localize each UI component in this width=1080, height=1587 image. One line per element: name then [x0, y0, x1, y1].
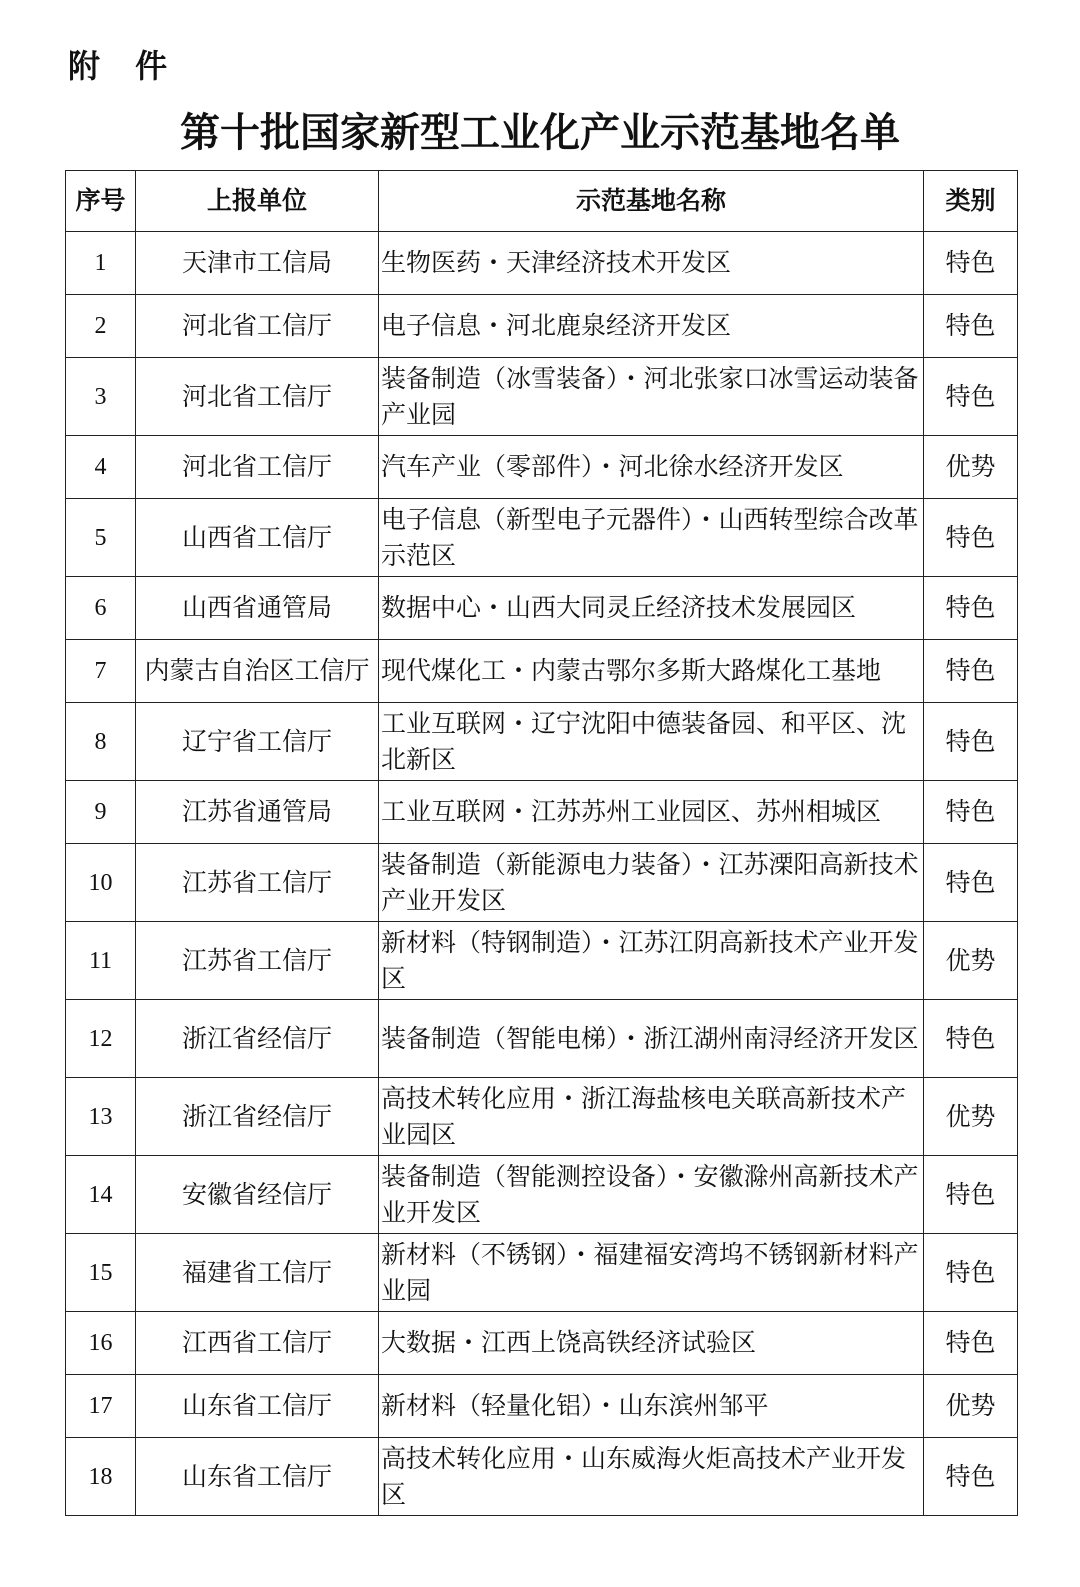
row-unit: 江苏省通管局 — [136, 781, 379, 844]
row-number: 1 — [66, 232, 136, 295]
row-category: 优势 — [924, 436, 1018, 499]
table-row — [66, 1312, 1018, 1375]
table-row — [66, 577, 1018, 640]
row-category: 特色 — [924, 1312, 1018, 1375]
row-unit: 浙江省经信厅 — [136, 1000, 379, 1078]
row-category: 特色 — [924, 844, 1018, 922]
row-base-name: 工业互联网・辽宁沈阳中德装备园、和平区、沈北新区 — [379, 703, 924, 781]
table-row — [66, 232, 1018, 295]
row-number: 17 — [66, 1375, 136, 1438]
row-category: 特色 — [924, 295, 1018, 358]
row-base-name: 新材料（轻量化铝）・山东滨州邹平 — [379, 1375, 924, 1438]
row-number: 7 — [66, 640, 136, 703]
row-category: 特色 — [924, 1156, 1018, 1234]
row-number: 6 — [66, 577, 136, 640]
row-number: 8 — [66, 703, 136, 781]
row-base-name: 电子信息（新型电子元器件）・山西转型综合改革示范区 — [379, 499, 924, 577]
row-base-name: 装备制造（新能源电力装备）・江苏溧阳高新技术产业开发区 — [379, 844, 924, 922]
row-base-name: 工业互联网・江苏苏州工业园区、苏州相城区 — [379, 781, 924, 844]
row-unit: 江西省工信厅 — [136, 1312, 379, 1375]
row-base-name: 新材料（特钢制造）・江苏江阴高新技术产业开发区 — [379, 922, 924, 1000]
table-row — [66, 358, 1018, 436]
row-base-name: 汽车产业（零部件）・河北徐水经济开发区 — [379, 436, 924, 499]
table-header-row — [66, 171, 1018, 232]
row-number: 2 — [66, 295, 136, 358]
table-row — [66, 922, 1018, 1000]
table-row — [66, 640, 1018, 703]
row-number: 3 — [66, 358, 136, 436]
row-category: 特色 — [924, 577, 1018, 640]
row-unit: 辽宁省工信厅 — [136, 703, 379, 781]
table-row — [66, 1078, 1018, 1156]
header-reporting-unit: 上报单位 — [136, 171, 379, 232]
attachment-label: 附 件 — [68, 47, 180, 85]
table-row — [66, 1234, 1018, 1312]
row-number: 11 — [66, 922, 136, 1000]
row-unit: 安徽省经信厅 — [136, 1156, 379, 1234]
table-row — [66, 295, 1018, 358]
row-number: 14 — [66, 1156, 136, 1234]
row-unit: 江苏省工信厅 — [136, 844, 379, 922]
row-category: 特色 — [924, 781, 1018, 844]
table-row — [66, 844, 1018, 922]
row-unit: 福建省工信厅 — [136, 1234, 379, 1312]
table-row — [66, 1438, 1018, 1516]
row-category: 特色 — [924, 1438, 1018, 1516]
row-unit: 江苏省工信厅 — [136, 922, 379, 1000]
table-row — [66, 436, 1018, 499]
row-number: 13 — [66, 1078, 136, 1156]
row-number: 15 — [66, 1234, 136, 1312]
row-base-name: 装备制造（冰雪装备）・河北张家口冰雪运动装备产业园 — [379, 358, 924, 436]
row-number: 5 — [66, 499, 136, 577]
row-category: 优势 — [924, 1078, 1018, 1156]
row-number: 18 — [66, 1438, 136, 1516]
row-category: 特色 — [924, 703, 1018, 781]
row-base-name: 电子信息・河北鹿泉经济开发区 — [379, 295, 924, 358]
row-category: 特色 — [924, 1234, 1018, 1312]
row-base-name: 现代煤化工・内蒙古鄂尔多斯大路煤化工基地 — [379, 640, 924, 703]
row-category: 特色 — [924, 232, 1018, 295]
table-row — [66, 499, 1018, 577]
row-unit: 河北省工信厅 — [136, 358, 379, 436]
row-category: 特色 — [924, 499, 1018, 577]
row-unit: 山东省工信厅 — [136, 1375, 379, 1438]
row-number: 10 — [66, 844, 136, 922]
row-category: 优势 — [924, 1375, 1018, 1438]
row-base-name: 装备制造（智能电梯）・浙江湖州南浔经济开发区 — [379, 1000, 924, 1078]
row-number: 4 — [66, 436, 136, 499]
row-base-name: 大数据・江西上饶高铁经济试验区 — [379, 1312, 924, 1375]
row-category: 特色 — [924, 1000, 1018, 1078]
header-category: 类别 — [924, 171, 1018, 232]
row-unit: 浙江省经信厅 — [136, 1078, 379, 1156]
row-unit: 天津市工信局 — [136, 232, 379, 295]
row-base-name: 新材料（不锈钢）・福建福安湾坞不锈钢新材料产业园 — [379, 1234, 924, 1312]
header-base-name: 示范基地名称 — [379, 171, 924, 232]
row-base-name: 装备制造（智能测控设备）・安徽滁州高新技术产业开发区 — [379, 1156, 924, 1234]
table-row — [66, 703, 1018, 781]
row-category: 特色 — [924, 358, 1018, 436]
row-unit: 山西省工信厅 — [136, 499, 379, 577]
row-unit: 河北省工信厅 — [136, 295, 379, 358]
row-base-name: 高技术转化应用・浙江海盐核电关联高新技术产业园区 — [379, 1078, 924, 1156]
row-category: 特色 — [924, 640, 1018, 703]
table-row — [66, 1375, 1018, 1438]
row-unit: 山西省通管局 — [136, 577, 379, 640]
row-number: 12 — [66, 1000, 136, 1078]
row-number: 16 — [66, 1312, 136, 1375]
table-row — [66, 1156, 1018, 1234]
table-row — [66, 781, 1018, 844]
row-base-name: 数据中心・山西大同灵丘经济技术发展园区 — [379, 577, 924, 640]
row-base-name: 生物医药・天津经济技术开发区 — [379, 232, 924, 295]
row-unit: 内蒙古自治区工信厅 — [136, 640, 379, 703]
document-title: 第十批国家新型工业化产业示范基地名单 — [180, 109, 900, 156]
row-category: 优势 — [924, 922, 1018, 1000]
row-base-name: 高技术转化应用・山东威海火炬高技术产业开发区 — [379, 1438, 924, 1516]
row-unit: 山东省工信厅 — [136, 1438, 379, 1516]
row-unit: 河北省工信厅 — [136, 436, 379, 499]
table-row — [66, 1000, 1018, 1078]
header-serial-number: 序号 — [66, 171, 136, 232]
demonstration-base-table — [65, 170, 1018, 1516]
row-number: 9 — [66, 781, 136, 844]
